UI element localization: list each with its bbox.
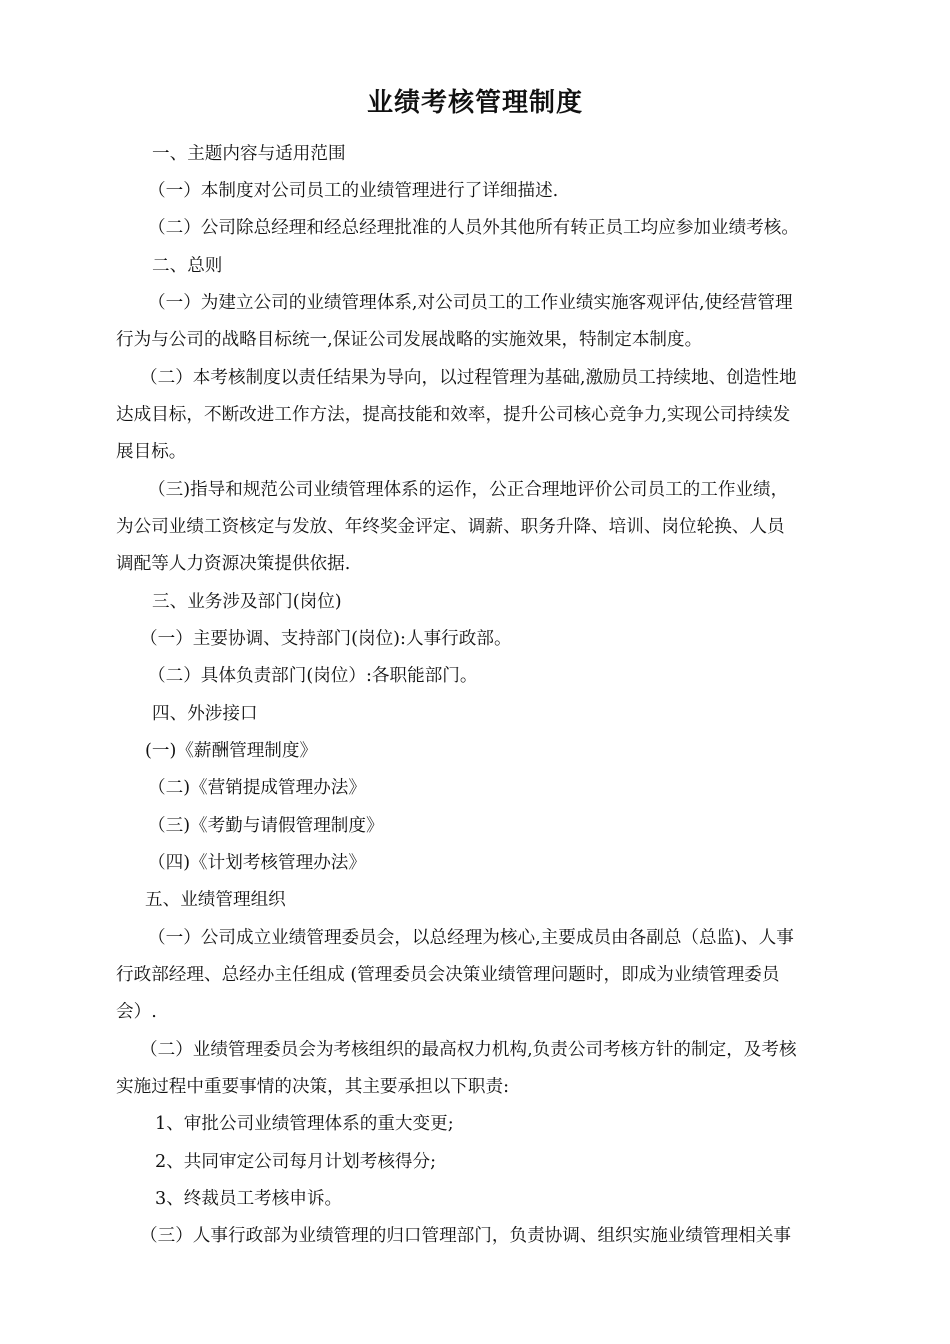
paragraph-line: 为公司业绩工资核定与发放、年终奖金评定、调薪、职务升降、培训、岗位轮换、人员 xyxy=(116,517,785,537)
paragraph-line: （三)指导和规范公司业绩管理体系的运作，公正合理地评价公司员工的工作业绩， xyxy=(148,480,789,500)
paragraph-line: (一)《薪酬管理制度》 xyxy=(145,741,318,761)
paragraph-line: （一）公司成立业绩管理委员会，以总经理为核心,主要成员由各副总（总监)、人事 xyxy=(148,928,794,948)
paragraph-line: （二）业绩管理委员会为考核组织的最高权力机构,负责公司考核方针的制定，及考核 xyxy=(140,1040,797,1060)
paragraph-line: （一）为建立公司的业绩管理体系,对公司员工的工作业绩实施客观评估,使经营管理 xyxy=(148,293,793,313)
list-item: 1、审批公司业绩管理体系的重大变更; xyxy=(155,1114,454,1134)
paragraph-line: 调配等人力资源决策提供依据. xyxy=(116,554,351,574)
paragraph-line: （三）人事行政部为业绩管理的归口管理部门，负责协调、组织实施业绩管理相关事 xyxy=(140,1226,791,1246)
paragraph-line: （二）具体负责部门(岗位）:各职能部门。 xyxy=(148,666,478,686)
paragraph-line: （二）公司除总经理和经总经理批准的人员外其他所有转正员工均应参加业绩考核。 xyxy=(148,218,799,238)
section-heading: 一、主题内容与适用范围 xyxy=(152,144,346,164)
paragraph-line: （四)《计划考核管理办法》 xyxy=(148,853,366,873)
paragraph-line: 达成目标，不断改进工作方法，提高技能和效率，提升公司核心竞争力,实现公司持续发 xyxy=(116,405,791,425)
section-heading: 二、总则 xyxy=(152,256,223,276)
section-heading: 五、业绩管理组织 xyxy=(145,890,286,910)
paragraph-line: （二)《营销提成管理办法》 xyxy=(148,778,366,798)
document-title: 业绩考核管理制度 xyxy=(366,88,583,118)
paragraph-line: 实施过程中重要事情的决策，其主要承担以下职责: xyxy=(116,1077,509,1097)
paragraph-line: （一）主要协调、支持部门(岗位):人事行政部。 xyxy=(140,629,512,649)
paragraph-line: （二）本考核制度以责任结果为导向，以过程管理为基础,激励员工持续地、创造性地 xyxy=(140,368,797,388)
paragraph-line: 展目标。 xyxy=(116,442,187,462)
paragraph-line: （三)《考勤与请假管理制度》 xyxy=(148,816,384,836)
paragraph-line: 行为与公司的战略目标统一,保证公司发展战略的实施效果，特制定本制度。 xyxy=(116,330,703,350)
section-heading: 四、外涉接口 xyxy=(152,704,258,724)
section-heading: 三、业务涉及部门(岗位) xyxy=(152,592,342,612)
list-item: 2、共同审定公司每月计划考核得分; xyxy=(155,1152,437,1172)
paragraph-line: 行政部经理、总经办主任组成 (管理委员会决策业绩管理问题时，即成为业绩管理委员 xyxy=(116,965,780,985)
paragraph-line: 会）. xyxy=(116,1002,157,1022)
paragraph-line: （一）本制度对公司员工的业绩管理进行了详细描述. xyxy=(148,181,559,201)
list-item: 3、终裁员工考核申诉。 xyxy=(155,1189,343,1209)
